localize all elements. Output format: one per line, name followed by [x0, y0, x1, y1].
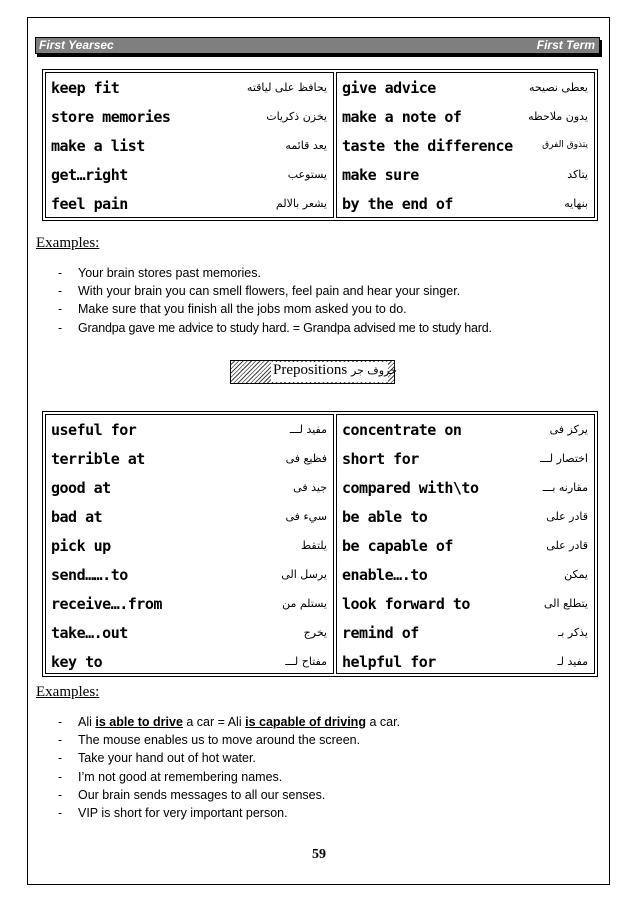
list-item	[58, 749, 400, 767]
banner-label: Prepositions	[273, 362, 348, 378]
banner-arabic: حروف جر	[350, 364, 397, 377]
phrase-en: feel pain	[51, 195, 128, 213]
phrase-en: pick up	[51, 537, 111, 555]
example-text	[78, 715, 400, 729]
dash-bullet: -	[58, 715, 63, 729]
phrase-en: look forward to	[342, 595, 470, 613]
phrase-en: helpful for	[342, 653, 436, 671]
vocab-table-2-left-col	[45, 414, 334, 674]
phrase-en: keep fit	[51, 79, 120, 97]
list-item	[58, 300, 492, 318]
phrase-en: make a note of	[342, 108, 462, 126]
phrase-ar: جيد فى	[293, 481, 327, 494]
phrase-ar: يركز فى	[549, 423, 588, 436]
examples-list	[58, 264, 492, 337]
example-highlight: is able to drive	[95, 715, 183, 729]
dash-bullet: -	[58, 320, 63, 335]
phrase-en: terrible at	[51, 450, 145, 468]
phrase-ar: يستوعب	[287, 168, 327, 181]
list-item	[58, 731, 400, 749]
phrase-ar: فظيع فى	[285, 452, 327, 465]
list-item	[58, 264, 492, 282]
phrase-ar: يتاكد	[567, 168, 588, 181]
phrase-en: send…….to	[51, 566, 128, 584]
phrase-en: good at	[51, 479, 111, 497]
phrase-ar: يتذوق الفرق	[542, 140, 588, 150]
example-text: I’m not good at remembering names.	[78, 769, 283, 784]
vocab-table-1-left-col	[45, 72, 334, 218]
example-text: Take your hand out of hot water.	[78, 751, 256, 766]
dash-bullet: -	[58, 805, 63, 820]
phrase-en: bad at	[51, 508, 103, 526]
example-text: The mouse enables us to move around the screen.	[78, 733, 361, 748]
banner-text	[273, 362, 397, 379]
dash-bullet: -	[58, 751, 63, 766]
phrase-en: make sure	[342, 166, 419, 184]
examples-heading-2: Examples:	[36, 684, 100, 700]
phrase-en: make a list	[51, 137, 145, 155]
header-year: First Yearsec	[39, 38, 114, 52]
list-item	[58, 768, 400, 786]
phrase-ar: اختصار لـــ	[540, 452, 588, 465]
vocab-table-1-right-col	[336, 72, 595, 218]
phrase-ar: يشعر بالالم	[275, 197, 327, 210]
dash-bullet: -	[58, 769, 63, 784]
vocab-table-2	[42, 411, 598, 677]
phrase-ar: بنهايه	[564, 197, 588, 210]
example-part: a car.	[365, 715, 401, 729]
list-item	[58, 282, 492, 300]
phrase-en: short for	[342, 450, 419, 468]
phrase-ar: مقارنه بـــ	[542, 481, 588, 494]
vocab-table-1	[42, 69, 598, 221]
dash-bullet: -	[58, 733, 63, 748]
example-part: a car = Ali	[182, 715, 246, 729]
phrase-en: give advice	[342, 79, 436, 97]
phrase-en: remind of	[342, 624, 419, 642]
examples-list-2	[58, 713, 400, 822]
phrase-en: take….out	[51, 624, 128, 642]
dash-bullet: -	[58, 302, 63, 317]
example-text: Make sure that you finish all the jobs mom asked you to do.	[78, 302, 407, 317]
phrase-ar: مفيد لـــ	[289, 423, 327, 436]
phrase-ar: يرسل الى	[281, 568, 327, 581]
phrase-en: be capable of	[342, 537, 453, 555]
phrase-ar: مفيد لـ	[557, 655, 588, 668]
phrase-en: be able to	[342, 508, 428, 526]
prepositions-banner	[230, 360, 395, 384]
example-text: VIP is short for very important person.	[78, 805, 288, 820]
list-item	[58, 713, 400, 731]
phrase-ar: يتطلع الى	[544, 597, 588, 610]
phrase-ar: يخزن ذكريات	[266, 110, 327, 123]
phrase-en: get…right	[51, 166, 128, 184]
phrase-ar: يعد قائمه	[285, 139, 327, 152]
list-item	[58, 786, 400, 804]
examples-heading: Examples:	[36, 235, 100, 251]
dash-bullet: -	[58, 284, 63, 299]
example-text: Your brain stores past memories.	[78, 266, 261, 280]
phrase-ar: قادر على	[546, 539, 588, 552]
phrase-ar: يحافظ على لياقته	[246, 81, 327, 94]
page-number: 59	[312, 847, 326, 862]
example-part: Ali	[78, 715, 96, 729]
phrase-en: enable….to	[342, 566, 428, 584]
header-term: First Term	[536, 38, 595, 52]
example-highlight: is capable of driving	[245, 715, 366, 729]
phrase-en: compared with\to	[342, 479, 479, 497]
phrase-en: useful for	[51, 421, 137, 439]
vocab-table-2-right-col	[336, 414, 595, 674]
phrase-ar: يعطى نصيحه	[529, 81, 588, 94]
dash-bullet: -	[58, 787, 63, 802]
example-text: Our brain sends messages to all our senses.	[78, 787, 326, 802]
phrase-en: store memories	[51, 108, 171, 126]
list-item	[58, 319, 492, 337]
phrase-ar: يلتقط	[300, 539, 327, 552]
phrase-ar: يخرج	[303, 626, 327, 639]
example-text: Grandpa gave me advice to study hard. = Grandpa advised me to study hard.	[78, 320, 492, 335]
dash-bullet: -	[58, 266, 63, 280]
header-bar	[35, 37, 600, 54]
example-text: With your brain you can smell flowers, feel pain and hear your singer.	[78, 284, 461, 299]
phrase-en: concentrate on	[342, 421, 462, 439]
phrase-ar: يدون ملاحظه	[528, 110, 588, 123]
phrase-ar: يمكن	[564, 568, 588, 581]
phrase-en: key to	[51, 653, 103, 671]
list-item	[58, 804, 400, 822]
phrase-ar: يستلم من	[282, 597, 327, 610]
phrase-en: taste the difference	[342, 137, 513, 155]
phrase-ar: قادر على	[546, 510, 588, 523]
phrase-ar: مفتاح لـــ	[285, 655, 327, 668]
phrase-ar: سيء فى	[285, 510, 327, 523]
phrase-en: receive….from	[51, 595, 162, 613]
phrase-en: by the end of	[342, 195, 453, 213]
phrase-ar: يذكر بـ	[558, 626, 588, 639]
